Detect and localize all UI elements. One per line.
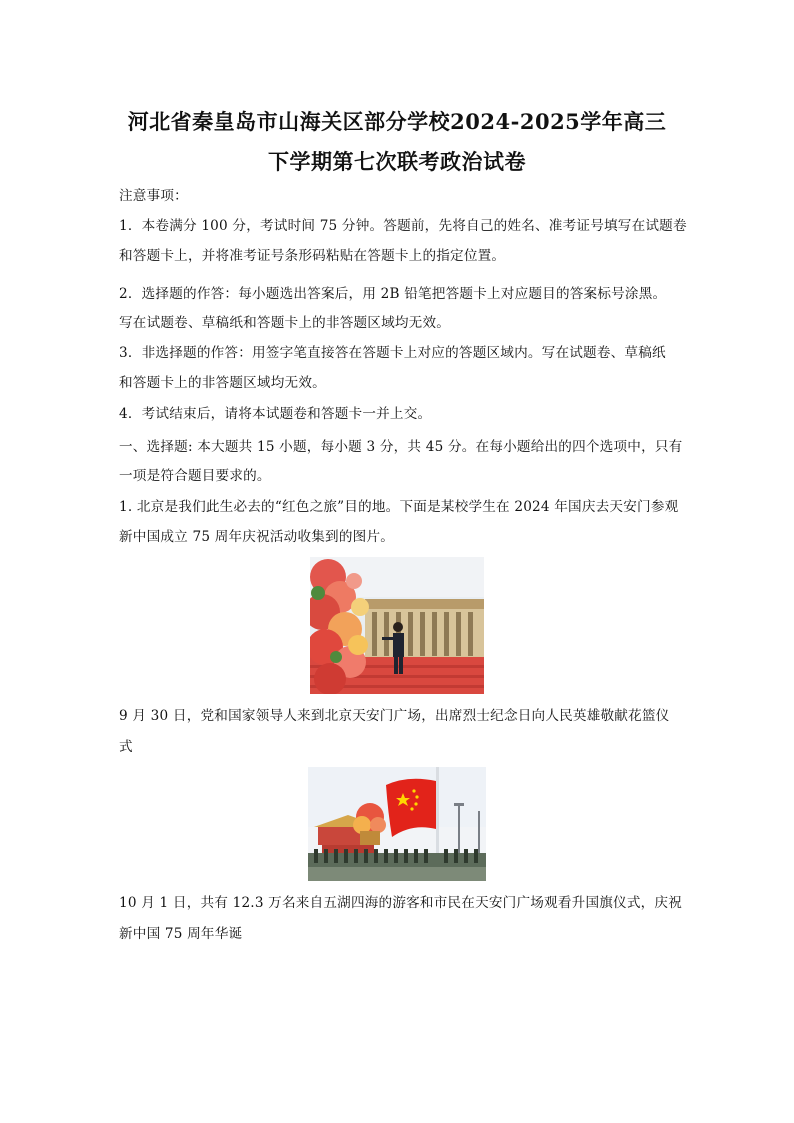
exam-title-line-2: 下学期第七次联考政治试卷 [268, 149, 526, 174]
photo-1-caption-line-1: 9 月 30 日，党和国家领导人来到北京天安门广场，出席烈士纪念日向人民英雄敬献花篮仪 [119, 708, 670, 724]
section-instruction-line-1: 一、选择题: 本大题共 15 小题，每小题 3 分，共 45 分。在每小题给出的四个选项中，只有 [119, 439, 683, 455]
exam-title-line-1: 河北省秦皇岛市山海关区部分学校2024-2025学年高三 [127, 109, 667, 134]
photo-2-caption-line-2: 新中国 75 周年华诞 [119, 926, 243, 942]
question-1-stem-line-1: 1. 北京是我们此生必去的“红色之旅”目的地。下面是某校学生在 2024 年国庆去天安门参观 [119, 499, 679, 515]
notice-line: 和答题卡上的非答题区域均无效。 [119, 375, 326, 391]
notice-line: 写在试题卷、草稿纸和答题卡上的非答题区域均无效。 [119, 315, 451, 331]
flag-raising-photo [308, 767, 486, 881]
wreath-ceremony-photo [310, 557, 484, 694]
notice-line: 1．本卷满分 100 分，考试时间 75 分钟。答题前，先将自己的姓名、准考证号填写在试题卷 [119, 218, 687, 234]
photo-1-caption-line-2: 式 [119, 739, 133, 755]
section-instruction-line-2: 一项是符合题目要求的。 [119, 468, 271, 484]
notice-line: 2．选择题的作答：每小题选出答案后，用 2B 铅笔把答题卡上对应题目的答案标号涂黑。 [119, 286, 667, 302]
notice-line: 4．考试结束后，请将本试题卷和答题卡一并上交。 [119, 406, 432, 422]
notice-line: 3．非选择题的作答：用签字笔直接答在答题卡上对应的答题区域内。写在试题卷、草稿纸 [119, 345, 666, 361]
notice-line: 和答题卡上，并将准考证号条形码粘贴在答题卡上的指定位置。 [119, 248, 506, 264]
photo-2-caption-line-1: 10 月 1 日，共有 12.3 万名来自五湖四海的游客和市民在天安门广场观看升国旗仪式，庆祝 [119, 895, 682, 911]
question-1-stem-line-2: 新中国成立 75 周年庆祝活动收集到的图片。 [119, 529, 395, 545]
notice-heading: 注意事项： [119, 188, 188, 204]
